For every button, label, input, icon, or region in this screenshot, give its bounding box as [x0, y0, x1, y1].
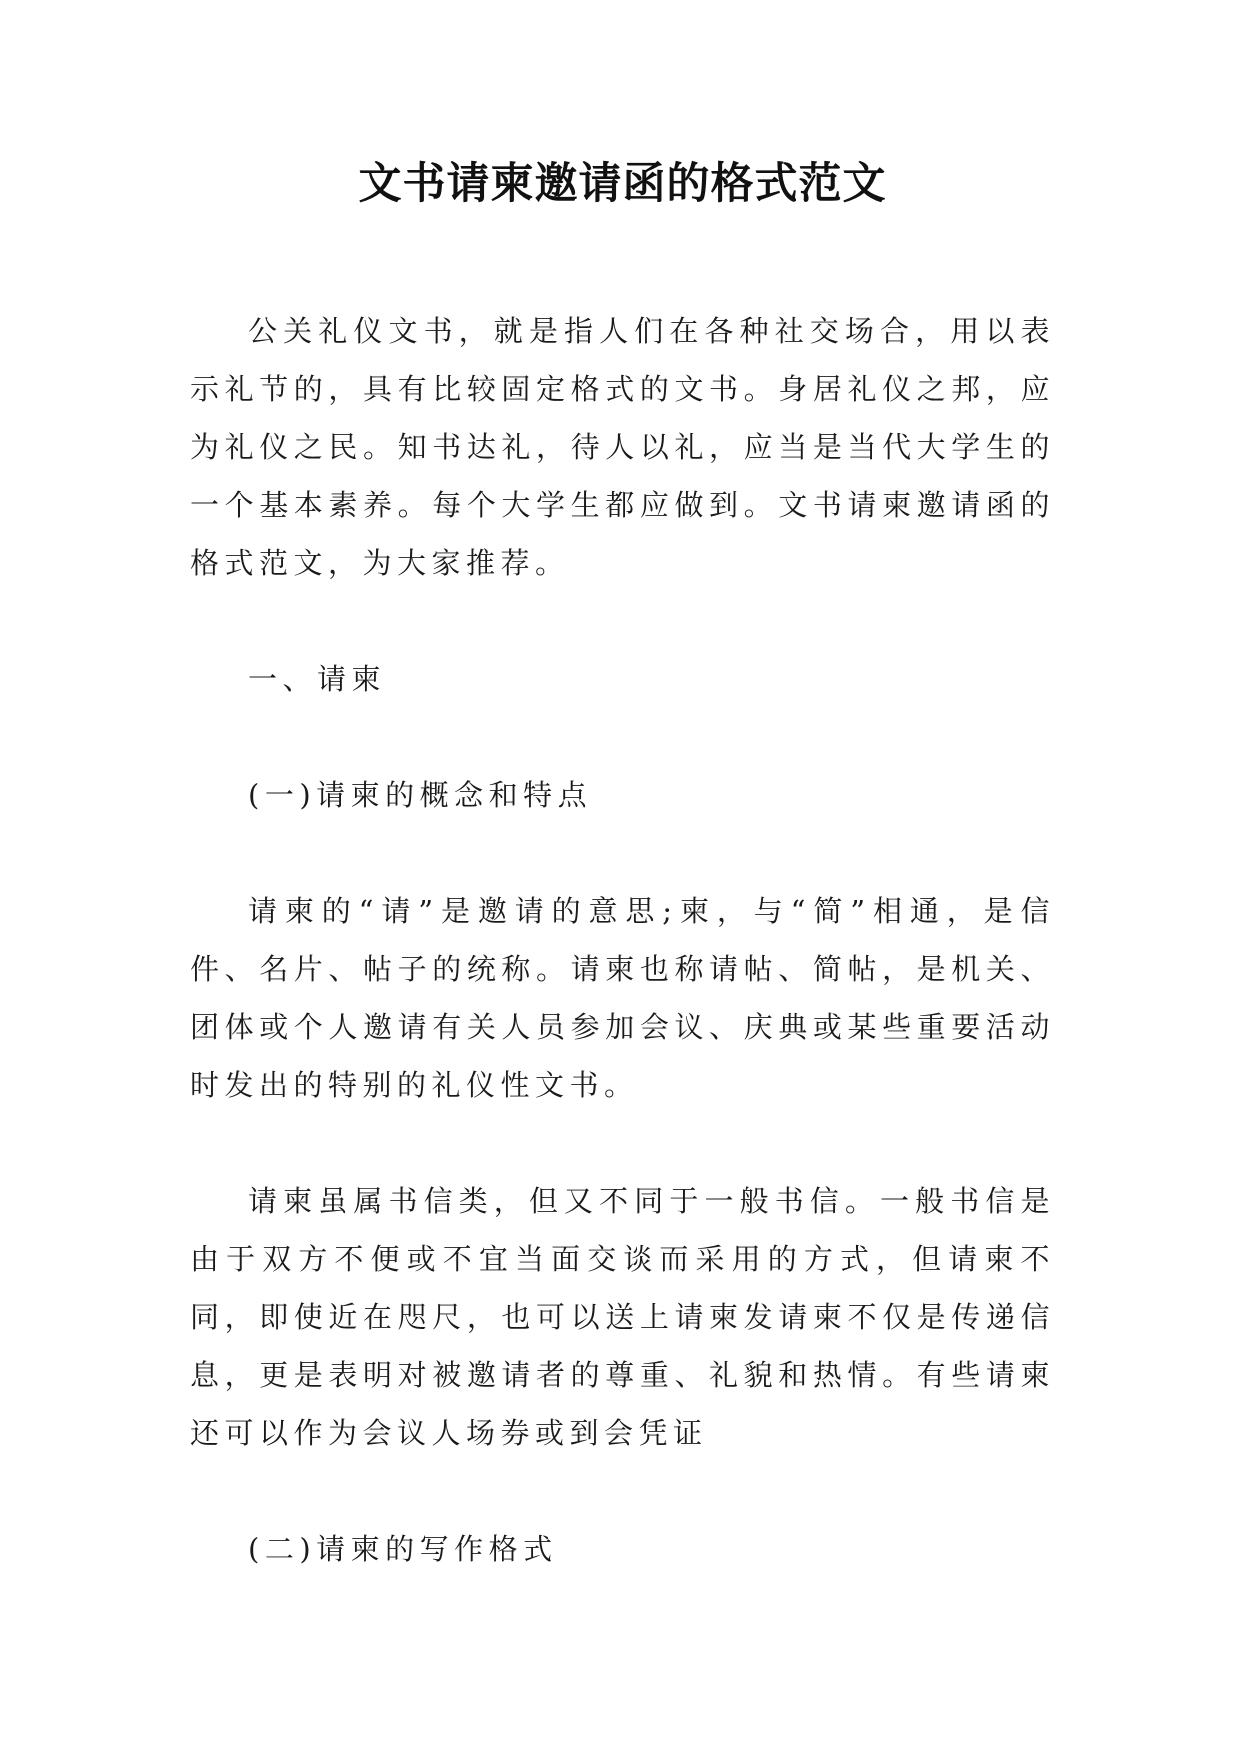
comparison-paragraph: 请柬虽属书信类，但又不同于一般书信。一般书信是由于双方不便或不宜当面交谈而采用的方式，但请柬不同，即使近在咫尺，也可以送上请柬发请柬不仅是传递信息，更是表明对被邀请者的尊重、礼貌和热情。有些请柬还可以作为会议人场券或到会凭证 [190, 1184, 1055, 1450]
subsection-heading-concept: (一)请柬的概念和特点 [248, 778, 593, 812]
subsection-heading-format: (二)请柬的写作格式 [248, 1532, 558, 1566]
concept-paragraph: 请柬的“请”是邀请的意思;柬，与“简”相通，是信件、名片、帖子的统称。请柬也称请帖、简帖，是机关、团体或个人邀请有关人员参加会议、庆典或某些重要活动时发出的特别的礼仪性文书。 [190, 894, 1055, 1102]
section-heading-invitation: 一、请柬 [248, 662, 387, 696]
document-body [190, 302, 1055, 1578]
document-title: 文书请柬邀请函的格式范文 [358, 159, 887, 209]
intro-paragraph: 公关礼仪文书，就是指人们在各种社交场合，用以表示礼节的，具有比较固定格式的文书。身居礼仪之邦，应为礼仪之民。知书达礼，待人以礼，应当是当代大学生的一个基本素养。每个大学生都应做到。文书请柬邀请函的格式范文，为大家推荐。 [190, 314, 1055, 580]
